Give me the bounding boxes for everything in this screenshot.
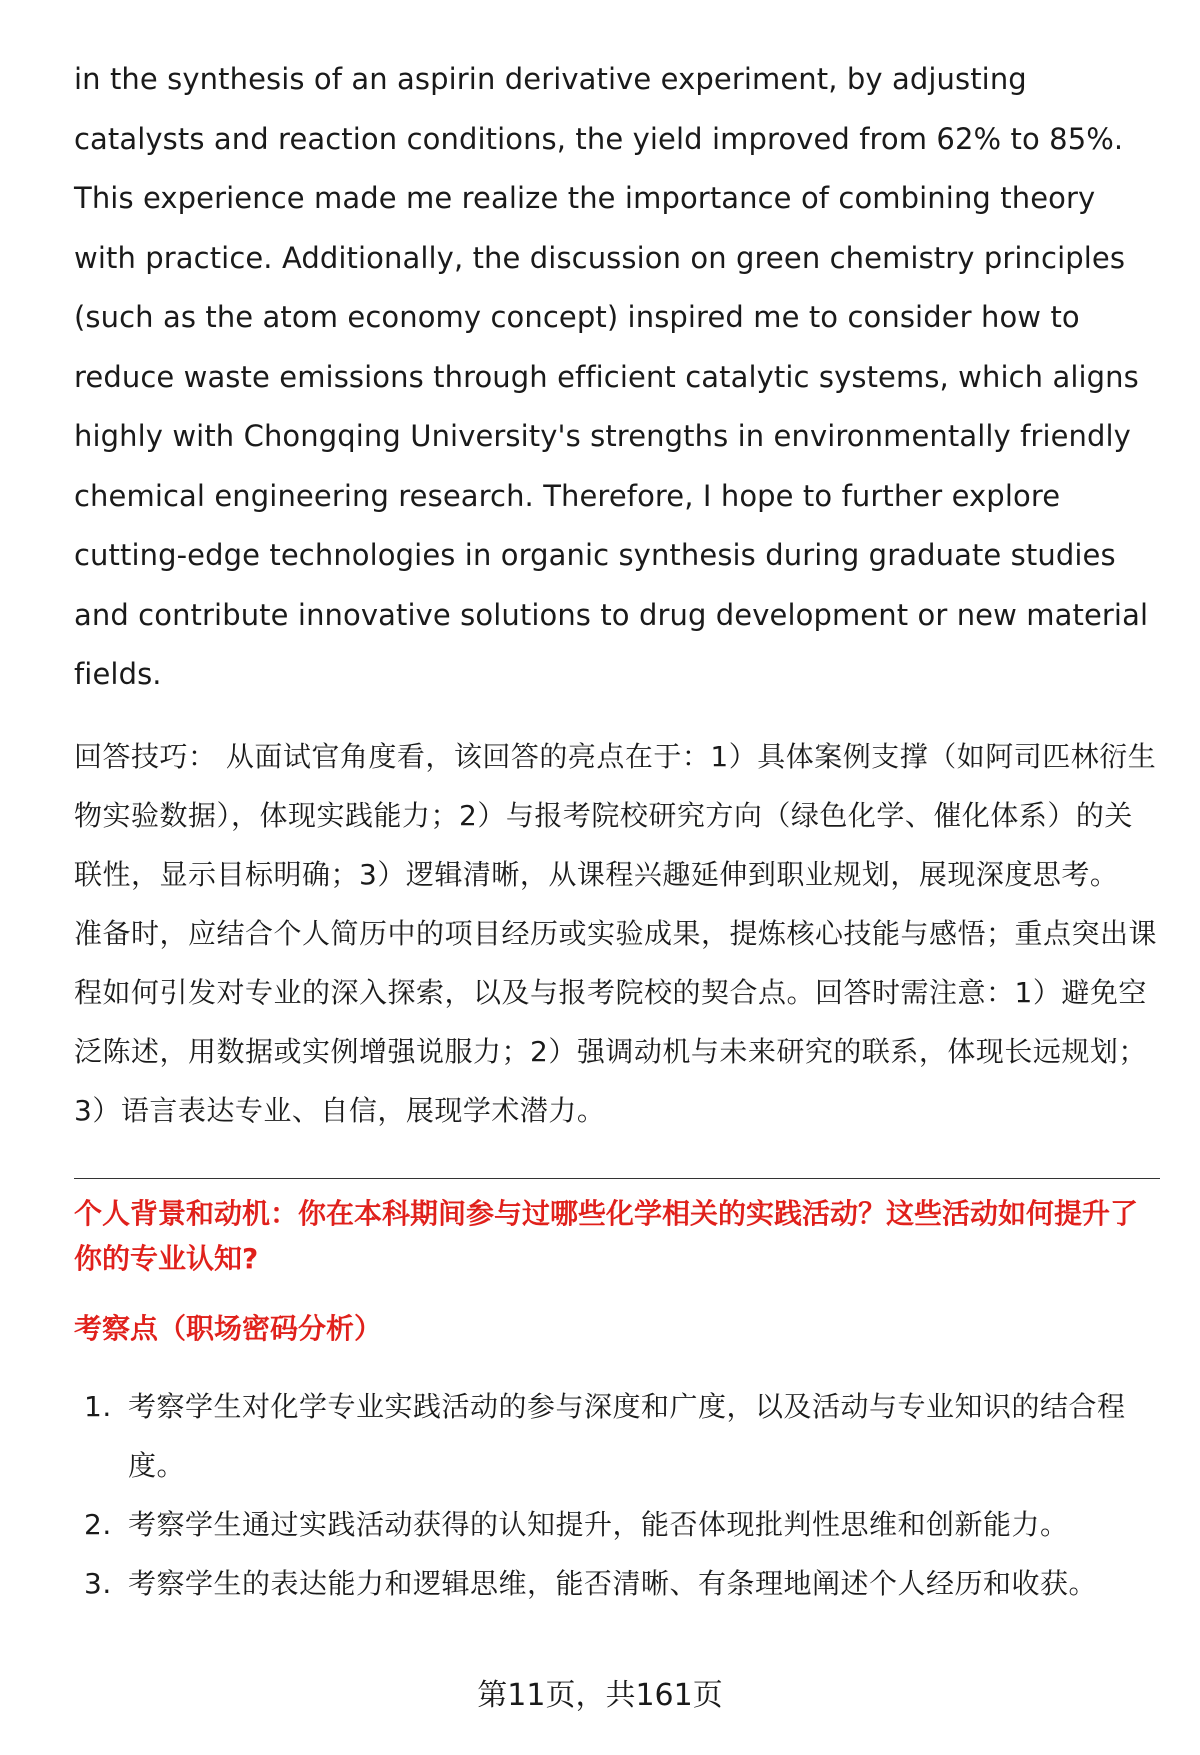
- list-item-number: 1.: [84, 1389, 112, 1423]
- section-divider: [74, 1178, 1160, 1179]
- document-page: [74, 50, 1160, 1613]
- list-item-number: 2.: [84, 1507, 112, 1541]
- list-item: [74, 1377, 1160, 1495]
- prep-paragraph: 准备时，应结合个人简历中的项目经历或实验成果，提炼核心技能与感悟；重点突出课程如何引发对专业的深入探索，以及与报考院校的契合点。回答时需注意：1）避免空泛陈述，用数据或实例增强说服力；2）强调动机与未来研究的联系，体现长远规划；3）语言表达专业、自信，展现学术潜力。: [74, 916, 1158, 1127]
- list-item-text: 考察学生对化学专业实践活动的参与深度和广度，以及活动与专业知识的结合程度。: [128, 1389, 1126, 1482]
- list-item: [74, 1495, 1160, 1554]
- tips-paragraph: 回答技巧： 从面试官角度看，该回答的亮点在于：1）具体案例支撑（如阿司匹林衍生物实验数据），体现实践能力；2）与报考院校研究方向（绿色化学、催化体系）的关联性，显示目标明确；3）逻辑清晰，从课程兴趣延伸到职业规划，展现深度思考。: [74, 739, 1157, 891]
- list-item: [74, 1554, 1160, 1613]
- list-item-number: 3.: [84, 1566, 112, 1600]
- answer-paragraph: in the synthesis of an aspirin derivative experiment, by adjusting catalysts and reaction conditions, the yield improved from 62% to 85%. This experience made me realize the importance of combining theory with practice. Additionally, the discussion on green chemistry principles (such as the atom economy concept) inspired me to consider how to reduce waste emissions through efficient catalytic systems, which aligns highly with Chongqing University's strengths in environmentally friendly chemical engineering research. Therefore, I hope to further explore cutting-edge technologies in organic synthesis during graduate studies and contribute innovative solutions to drug development or new material fields.: [74, 62, 1149, 691]
- list-item-text: 考察学生通过实践活动获得的认知提升，能否体现批判性思维和创新能力。: [128, 1507, 1069, 1541]
- section-title: 考察点（职场密码分析）: [74, 1311, 383, 1345]
- points-list: [74, 1377, 1160, 1613]
- page-footer: 第11页，共161页: [477, 1678, 723, 1713]
- list-item-text: 考察学生的表达能力和逻辑思维，能否清晰、有条理地阐述个人经历和收获。: [128, 1566, 1098, 1600]
- question-heading: 个人背景和动机：你在本科期间参与过哪些化学相关的实践活动？这些活动如何提升了你的专业认知?: [74, 1196, 1139, 1275]
